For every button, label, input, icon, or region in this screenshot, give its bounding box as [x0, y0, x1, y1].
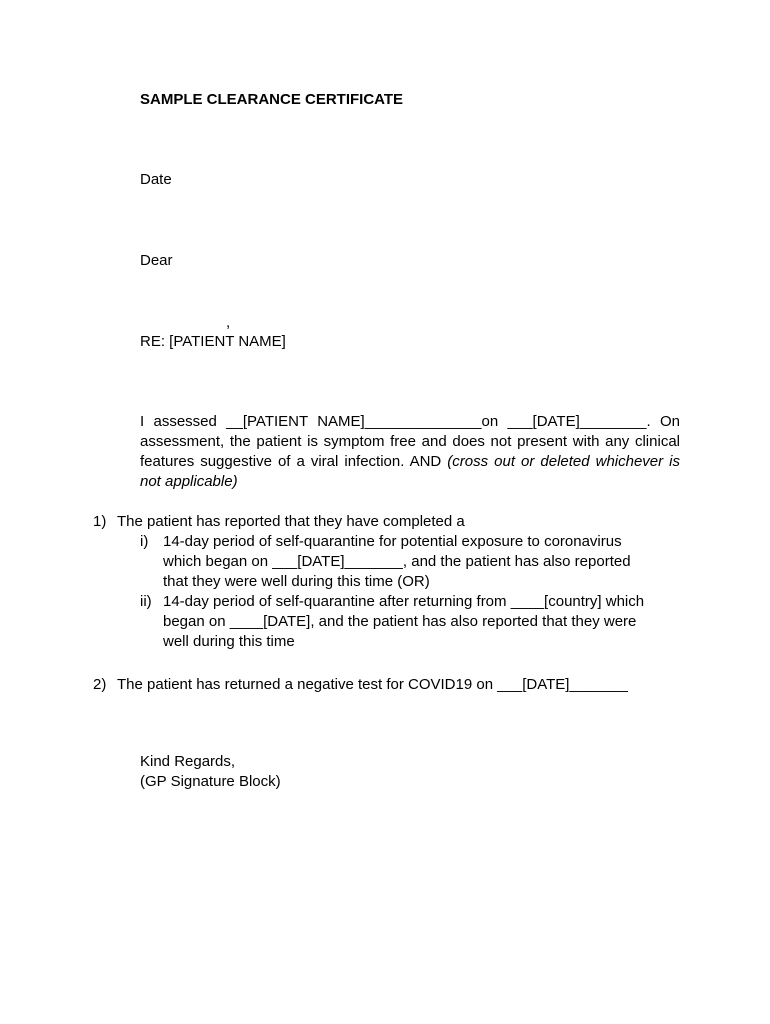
- assessment-line-2: assessment, the patient is symptom free and does not present with any clinical: [140, 433, 680, 450]
- subitem-i-marker: i): [140, 533, 149, 550]
- subitem-ii-marker: ii): [140, 593, 152, 610]
- document-title: SAMPLE CLEARANCE CERTIFICATE: [140, 91, 404, 108]
- item-2-text: The patient has returned a negative test for COVID19 on ___[DATE]_______: [117, 676, 628, 693]
- assessment-paragraph: [140, 412, 680, 492]
- assessment-line-3: [140, 452, 680, 472]
- subitem-ii-line-1: 14-day period of self-quarantine after returning from ____[country] which: [163, 593, 645, 610]
- salutation: Dear: [140, 252, 173, 269]
- assessment-line-1: I assessed __[PATIENT NAME]______________on ___[DATE]________. On: [140, 413, 680, 430]
- signature-block: (GP Signature Block): [140, 773, 281, 790]
- item-1-text: The patient has reported that they have completed a: [117, 513, 465, 530]
- re-line: RE: [PATIENT NAME]: [140, 333, 286, 350]
- subitem-i-line-2: which began on ___[DATE]_______, and the patient has also reported: [163, 553, 631, 570]
- assessment-line-3-plain: features suggestive of a viral infection. AND: [140, 453, 448, 470]
- date-label: Date: [140, 171, 172, 188]
- assessment-line-4: not applicable): [140, 473, 238, 490]
- subitem-ii-line-2: began on ____[DATE], and the patient has also reported that they were: [163, 613, 637, 630]
- stray-comma: ,: [226, 314, 231, 331]
- item-2-number: 2): [93, 676, 107, 693]
- subitem-i-line-3: that they were well during this time (OR): [163, 573, 430, 590]
- subitem-ii-line-3: well during this time: [163, 633, 295, 650]
- closing: Kind Regards,: [140, 753, 236, 770]
- subitem-i-line-1: 14-day period of self-quarantine for potential exposure to coronavirus: [163, 533, 622, 550]
- item-1-number: 1): [93, 513, 107, 530]
- assessment-line-3-italic: (cross out or deleted whichever is: [447, 453, 680, 470]
